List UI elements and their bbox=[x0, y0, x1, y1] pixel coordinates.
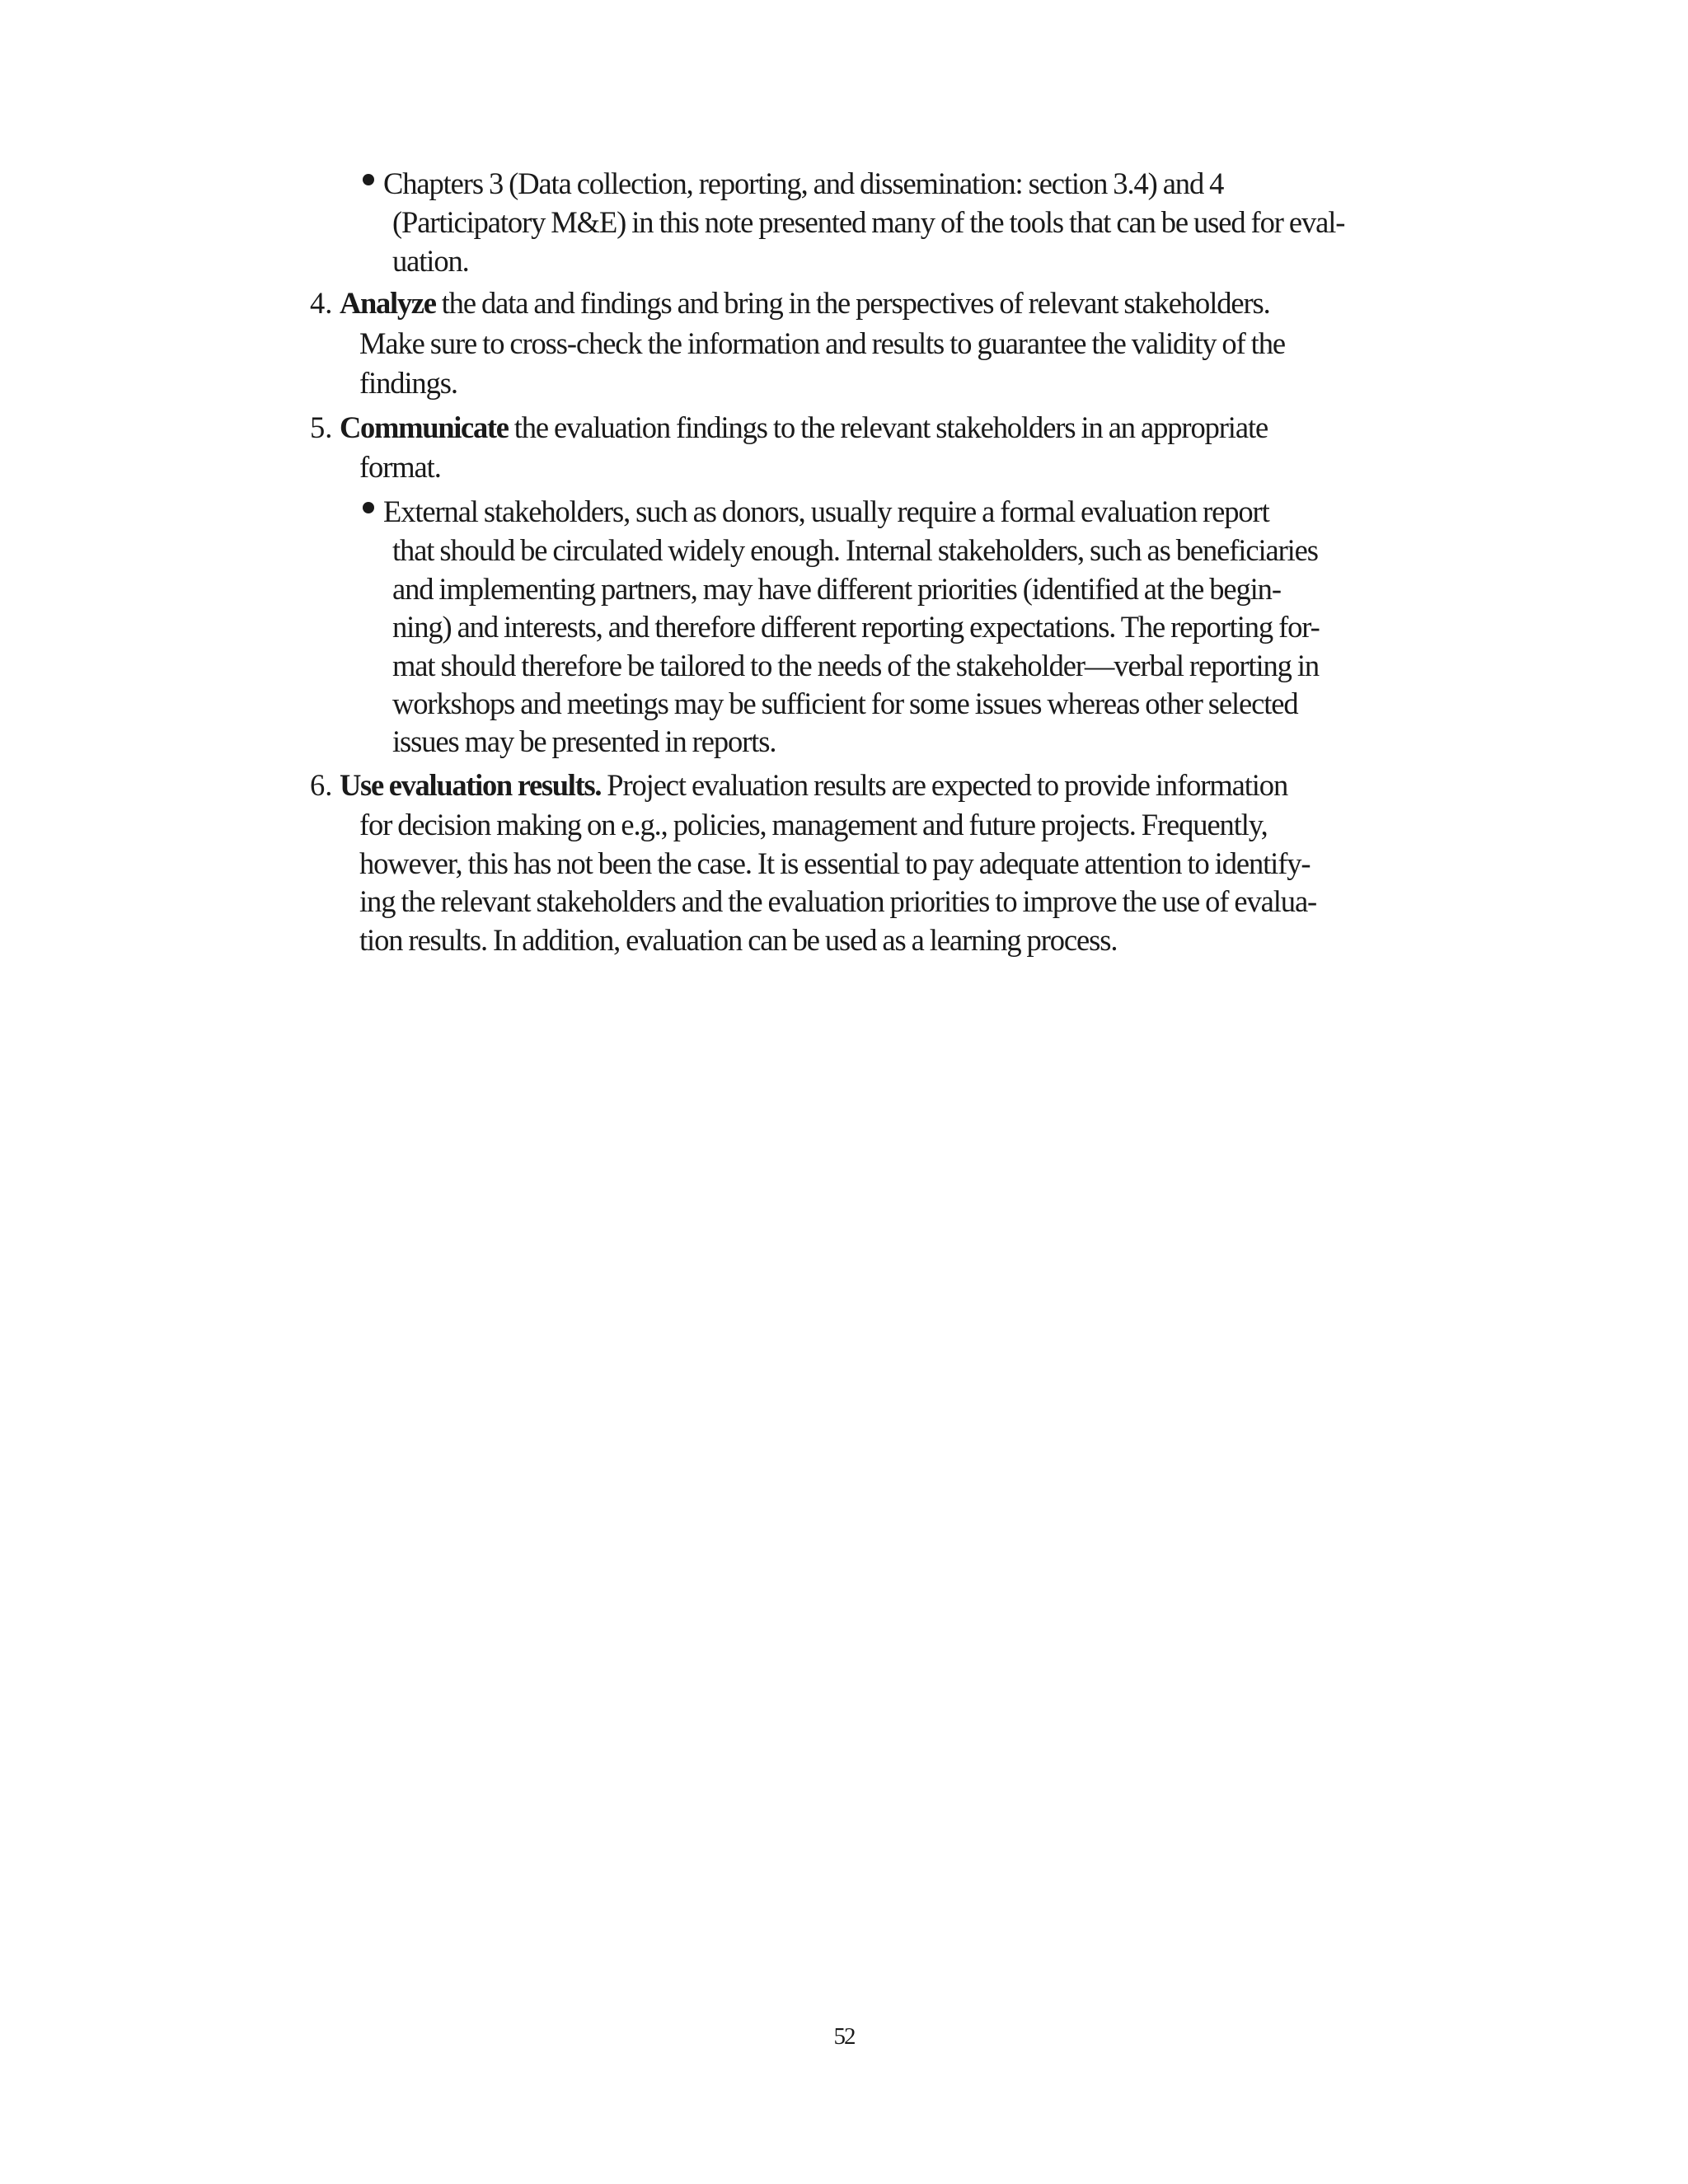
bullet-2-line-1: External stakeholders, such as donors, usually require a formal evaluation report bbox=[383, 494, 1269, 528]
bullet-2-line-7: issues may be presented in reports. bbox=[392, 724, 776, 758]
item-4-number: 4. bbox=[310, 286, 333, 320]
item-5-line-2: format. bbox=[359, 450, 441, 484]
item-6-line-4: ing the relevant stakeholders and the evaluation priorities to improve the use of evalua- bbox=[359, 884, 1317, 918]
item-6-line-2: for decision making on e.g., policies, management and future projects. Frequently, bbox=[359, 808, 1268, 841]
item-6-line-1-rest: Project evaluation results are expected to provide information bbox=[601, 768, 1288, 802]
bullet-2-line-3: and implementing partners, may have different priorities (identified at the begin- bbox=[392, 572, 1281, 606]
bullet-1-line-1: Chapters 3 (Data collection, reporting, and dissemination: section 3.4) and 4 bbox=[383, 166, 1224, 200]
bullet-2-line-4: ning) and interests, and therefore different reporting expectations. The reporting for- bbox=[392, 610, 1320, 644]
bullet-1-line-2: (Participatory M&E) in this note presented many of the tools that can be used for eval- bbox=[392, 205, 1345, 239]
item-5-lead: Communicate bbox=[340, 410, 509, 444]
item-6-line-3: however, this has not been the case. It is essential to pay adequate attention to identify- bbox=[359, 846, 1311, 880]
bullet-icon bbox=[363, 502, 374, 513]
item-6-line-5: tion results. In addition, evaluation can be used as a learning process. bbox=[359, 923, 1118, 957]
bullet-icon bbox=[363, 174, 374, 185]
item-6-lead: Use evaluation results. bbox=[340, 768, 602, 802]
bullet-1-line-3: uation. bbox=[392, 244, 469, 278]
bullet-2-line-5: mat should therefore be tailored to the needs of the stakeholder—verbal reporting in bbox=[392, 649, 1320, 682]
bullet-2-line-6: workshops and meetings may be sufficient for some issues whereas other selected bbox=[392, 687, 1298, 720]
item-6-number: 6. bbox=[310, 768, 333, 802]
bullet-2-line-2: that should be circulated widely enough. Internal stakeholders, such as beneficiaries bbox=[392, 533, 1318, 567]
item-4-line-2: Make sure to cross-check the information and results to guarantee the validity of the bbox=[359, 326, 1285, 360]
item-4-line-1 bbox=[340, 284, 1270, 322]
item-5-line-1 bbox=[340, 408, 1268, 447]
item-4-line-3: findings. bbox=[359, 366, 457, 400]
item-6-line-1 bbox=[340, 766, 1287, 804]
item-5-number: 5. bbox=[310, 410, 333, 444]
item-5-line-1-rest: the evaluation findings to the relevant stakeholders in an appropriate bbox=[508, 410, 1268, 444]
item-4-lead: Analyze bbox=[340, 286, 436, 320]
page-number: 52 bbox=[833, 2023, 855, 2050]
item-4-line-1-rest: the data and findings and bring in the perspectives of relevant stakeholders. bbox=[435, 286, 1270, 320]
